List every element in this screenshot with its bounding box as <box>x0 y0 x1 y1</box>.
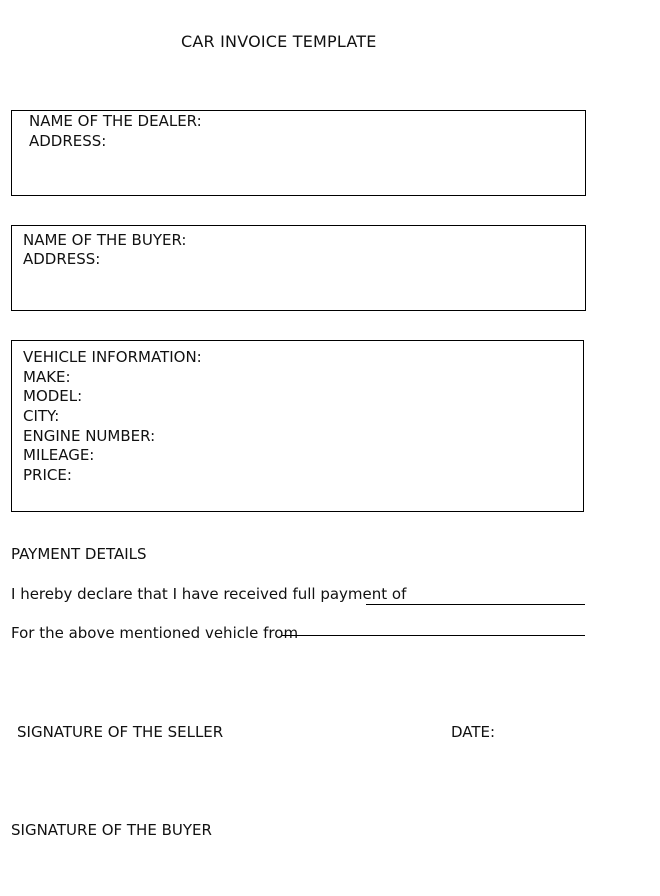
seller-signature-label: SIGNATURE OF THE SELLER <box>17 723 224 741</box>
vehicle-from-line <box>282 635 585 636</box>
vehicle-from-text: For the above mentioned vehicle from <box>11 624 299 642</box>
document-title: CAR INVOICE TEMPLATE <box>181 32 377 51</box>
buyer-name-label: NAME OF THE BUYER: <box>23 231 187 249</box>
dealer-address-label: ADDRESS: <box>29 132 107 150</box>
buyer-info-box <box>11 225 586 311</box>
vehicle-model-label: MODEL: <box>23 387 83 405</box>
buyer-signature-label: SIGNATURE OF THE BUYER <box>11 821 212 839</box>
dealer-name-label: NAME OF THE DEALER: <box>29 112 202 130</box>
vehicle-mileage-label: MILEAGE: <box>23 446 95 464</box>
payment-details-heading: PAYMENT DETAILS <box>11 545 147 563</box>
vehicle-make-label: MAKE: <box>23 368 71 386</box>
payment-declaration-text: I hereby declare that I have received full payment of <box>11 585 407 603</box>
vehicle-city-label: CITY: <box>23 407 60 425</box>
date-label: DATE: <box>451 723 496 741</box>
vehicle-info-box <box>11 340 584 512</box>
vehicle-info-heading: VEHICLE INFORMATION: <box>23 348 202 366</box>
payment-amount-line <box>366 604 585 605</box>
buyer-address-label: ADDRESS: <box>23 250 101 268</box>
dealer-info-box <box>11 110 586 196</box>
vehicle-engine-number-label: ENGINE NUMBER: <box>23 427 156 445</box>
vehicle-price-label: PRICE: <box>23 466 72 484</box>
